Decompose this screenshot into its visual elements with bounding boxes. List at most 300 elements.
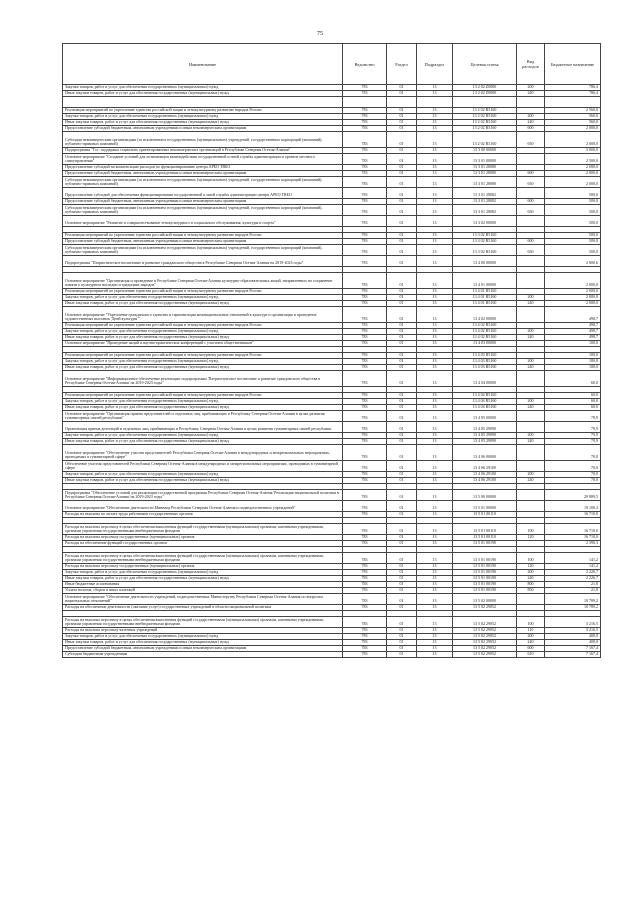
cell-e: 240: [517, 91, 545, 97]
cell-p: 13: [417, 535, 453, 541]
cell-t: 13 5 02 29052: [453, 617, 517, 628]
cell-n: Подпрограмма "Патриотическое воспитание и развитие гражданского общества в Республике Северная Осетия-Алания на 2019-2023 годы": [63, 256, 343, 267]
cell-m: 783: [343, 445, 387, 461]
cell-m: 783: [343, 132, 387, 148]
cell-t: 13 4 00 00000: [453, 256, 517, 267]
cell-m: 783: [343, 564, 387, 570]
cell-a: 2 000,0: [545, 273, 601, 289]
cell-p: 13: [417, 245, 453, 256]
cell-p: 13: [417, 461, 453, 472]
cell-a: 2 000,0: [545, 177, 601, 188]
cell-a: 500,0: [545, 216, 601, 227]
table-row: [63, 97, 601, 108]
cell-s: 01: [387, 628, 417, 634]
cell-n: Иные закупки товаров, работ и услуг для обеспечения государственных (муниципальных) нужд: [63, 439, 343, 445]
cell-t: 13 5 02 00000: [453, 594, 517, 605]
cell-s: 01: [387, 371, 417, 387]
cell-e: 120: [517, 564, 545, 570]
cell-e: [517, 188, 545, 199]
cell-t: 13 5 01 00110: [453, 535, 517, 541]
cell-p: 13: [417, 216, 453, 227]
cell-m: 783: [343, 461, 387, 472]
table-row: [63, 273, 601, 289]
cell-t: 13 5 02 29052: [453, 652, 517, 658]
cell-e: 600: [517, 199, 545, 205]
cell-m: 783: [343, 177, 387, 188]
cell-e: 200: [517, 433, 545, 439]
cell-e: 200: [517, 329, 545, 335]
cell-m: 783: [343, 205, 387, 216]
cell-a: 3 216,5: [545, 628, 601, 634]
cell-a: 500,0: [545, 188, 601, 199]
cell-a: 2 226,7: [545, 576, 601, 582]
cell-a: [545, 97, 601, 108]
cell-t: 13 3 01 28082: [453, 205, 517, 216]
cell-p: 13: [417, 359, 453, 365]
cell-m: 783: [343, 359, 387, 365]
cell-n: Иные закупки товаров, работ и услуг для обеспечения государственных (муниципальных) нужд: [63, 576, 343, 582]
cell-m: 783: [343, 120, 387, 126]
cell-s: 01: [387, 472, 417, 478]
cell-n: Предоставление субсидий для обеспечения функционирования государственной и иной службы администрации центра АРБО ТВБО: [63, 188, 343, 199]
cell-t: 13 5 01 00190: [453, 553, 517, 564]
cell-t: 13 4 02 R5160: [453, 323, 517, 329]
cell-m: 783: [343, 576, 387, 582]
table-row: [63, 411, 601, 422]
cell-p: 13: [417, 295, 453, 301]
cell-s: 01: [387, 411, 417, 422]
cell-s: 01: [387, 617, 417, 628]
cell-a: 141,2: [545, 564, 601, 570]
cell-m: 783: [343, 148, 387, 154]
cell-p: 13: [417, 114, 453, 120]
cell-m: 783: [343, 126, 387, 132]
cell-a: 498,7: [545, 323, 601, 329]
cell-t: 13 4 03 R5160: [453, 365, 517, 371]
cell-p: 13: [417, 501, 453, 512]
cell-a: 3 000,0: [545, 148, 601, 154]
cell-n: Субсидии некоммерческим организациям (за исключением государственных (муниципальных) учреждений, государственных корпораций (компаний), публично-правовых компаний): [63, 245, 343, 256]
cell-t: 13 5 02 29052: [453, 640, 517, 646]
cell-s: 01: [387, 393, 417, 399]
cell-a: 2 560,0: [545, 108, 601, 114]
cell-s: 01: [387, 329, 417, 335]
cell-e: [517, 154, 545, 165]
header-amount: Бюджетное назначение: [545, 44, 601, 85]
cell-a: 60,0: [545, 399, 601, 405]
cell-n: Основное мероприятие "Информационное обеспечение реализации подпрограммы 'Патриотическое воспитание и развитие гражданского общества в Республике Северная Осетия-Алания' на 2019-2023 годы": [63, 371, 343, 387]
cell-a: 7 167,4: [545, 652, 601, 658]
cell-a: 19 100,3: [545, 501, 601, 512]
cell-a: 498,7: [545, 335, 601, 341]
cell-a: 2 000,0: [545, 295, 601, 301]
cell-n: Реализация мероприятий по укреплению единства российской нации и этнокультурному развитию народов России: [63, 353, 343, 359]
cell-t: 13 2 02 Z0000: [453, 85, 517, 91]
cell-s: 01: [387, 359, 417, 365]
cell-m: 783: [343, 411, 387, 422]
cell-e: [517, 97, 545, 108]
cell-n: Закупка товаров, работ и услуг для обеспечения государственных (муниципальных) нужд: [63, 399, 343, 405]
cell-p: 13: [417, 524, 453, 535]
cell-s: 01: [387, 335, 417, 341]
cell-e: 240: [517, 405, 545, 411]
cell-a: 16 710,0: [545, 524, 601, 535]
cell-n: Иные закупки товаров, работ и услуг для обеспечения государственных (муниципальных) нужд: [63, 405, 343, 411]
cell-e: 630: [517, 205, 545, 216]
cell-n: Закупка товаров, работ и услуг для обеспечения государственных (муниципальных) нужд: [63, 329, 343, 335]
cell-t: 13 4 02 R5160: [453, 335, 517, 341]
table-row: [63, 524, 601, 535]
cell-m: 783: [343, 634, 387, 640]
cell-s: 01: [387, 399, 417, 405]
cell-p: 13: [417, 91, 453, 97]
cell-s: 01: [387, 301, 417, 307]
cell-m: 783: [343, 512, 387, 518]
table-row: [63, 188, 601, 199]
cell-m: 783: [343, 588, 387, 594]
cell-p: 13: [417, 177, 453, 188]
cell-s: 01: [387, 652, 417, 658]
cell-t: 13 2 02 R5160: [453, 126, 517, 132]
cell-e: 200: [517, 359, 545, 365]
cell-s: 01: [387, 216, 417, 227]
cell-n: Основное мероприятие "Обеспечение участия представителей Республики Северная Осетия-Алания в международных и межрегиональных мероприятиях, проводимых в гуманитарной сфере": [63, 445, 343, 461]
cell-e: [517, 273, 545, 289]
cell-n: Иные закупки товаров, работ и услуг для обеспечения государственных (муниципальных) нужд: [63, 301, 343, 307]
cell-a: 2 000,0: [545, 301, 601, 307]
cell-s: 01: [387, 85, 417, 91]
cell-t: 13 3 02 00000: [453, 216, 517, 227]
cell-n: Иные бюджетные ассигнования: [63, 582, 343, 588]
cell-n: Субсидии некоммерческим организациям (за исключением государственных (муниципальных) учреждений, государственных корпораций (компаний), публично-правовых компаний): [63, 205, 343, 216]
cell-p: 13: [417, 273, 453, 289]
cell-t: 13 4 05 29090: [453, 422, 517, 433]
cell-m: 783: [343, 371, 387, 387]
cell-e: [517, 501, 545, 512]
cell-m: 783: [343, 582, 387, 588]
cell-t: 13 3 01 28080: [453, 165, 517, 171]
table-row: [63, 490, 601, 501]
cell-t: 13 4 04 R5160: [453, 393, 517, 399]
cell-a: 100,0: [545, 353, 601, 359]
cell-n: Закупка товаров, работ и услуг для обеспечения государственных (муниципальных) нужд: [63, 114, 343, 120]
header-section: Раздел: [387, 44, 417, 85]
cell-n: Закупка товаров, работ и услуг для обеспечения государственных (муниципальных) нужд: [63, 634, 343, 640]
cell-m: 783: [343, 239, 387, 245]
cell-n: Основное мероприятие "Обеспечение деятельности Миннаца Республики Северная Осетия-Алания и подведомственных учреждений": [63, 501, 343, 512]
cell-t: 13 5 01 00190: [453, 588, 517, 594]
cell-m: 783: [343, 393, 387, 399]
cell-p: 13: [417, 411, 453, 422]
cell-s: 01: [387, 535, 417, 541]
cell-s: 01: [387, 256, 417, 267]
cell-t: 13 4 05 00000: [453, 411, 517, 422]
cell-a: 498,7: [545, 329, 601, 335]
cell-n: Основное мероприятие "Укрепление гражданского единства и гармонизация межнациональных отношений в культуре и организация и проведение художественных выставок 'Дней культуры'": [63, 307, 343, 323]
cell-a: 500,0: [545, 205, 601, 216]
cell-m: 783: [343, 570, 387, 576]
cell-p: 13: [417, 594, 453, 605]
cell-a: 500,0: [545, 239, 601, 245]
cell-n: Организация приема делегаций и отдельных лиц, прибывающих в Республику Северная Осетия-Алания в целях развития гуманитарных связей республики: [63, 422, 343, 433]
cell-a: 29 889,5: [545, 490, 601, 501]
cell-e: [517, 307, 545, 323]
cell-s: 01: [387, 323, 417, 329]
cell-m: 783: [343, 640, 387, 646]
cell-n: Основное мероприятие "Обеспечение деятельности учреждений, подведомственных Министерству Республики Северная Осетия-Алания по вопросам национальных отношений": [63, 594, 343, 605]
cell-e: [517, 371, 545, 387]
cell-m: 783: [343, 365, 387, 371]
cell-s: 01: [387, 353, 417, 359]
cell-e: [517, 422, 545, 433]
cell-t: 13 3 01 28080: [453, 171, 517, 177]
cell-p: 13: [417, 329, 453, 335]
cell-a: 21,8: [545, 588, 601, 594]
cell-m: 783: [343, 478, 387, 484]
cell-p: 13: [417, 652, 453, 658]
cell-s: 01: [387, 177, 417, 188]
cell-n: Расходы на выплаты персоналу государственных (муниципальных) органов: [63, 564, 343, 570]
cell-n: Расходы на выплаты персоналу в целях обеспечения выполнения функций государственными (муниципальными) органами, казенными учреждениями, органами управления государственными внебюджетными фондами: [63, 524, 343, 535]
cell-s: 01: [387, 120, 417, 126]
cell-t: 13 3 02 R5160: [453, 239, 517, 245]
table-row: [63, 256, 601, 267]
cell-s: 01: [387, 171, 417, 177]
cell-s: 01: [387, 646, 417, 652]
cell-e: 630: [517, 245, 545, 256]
cell-a: 2 226,7: [545, 570, 601, 576]
table-row: [63, 594, 601, 605]
cell-n: Предоставление субсидий на компенсацию расходов по функционированию центра АРБО ТВБО: [63, 165, 343, 171]
cell-m: 783: [343, 422, 387, 433]
cell-a: 7 167,4: [545, 646, 601, 652]
cell-a: 70,0: [545, 461, 601, 472]
cell-a: 60,0: [545, 371, 601, 387]
cell-a: 2 000,0: [545, 132, 601, 148]
cell-p: 13: [417, 120, 453, 126]
cell-t: 13 4 03 R5160: [453, 359, 517, 365]
cell-a: 70,0: [545, 445, 601, 461]
cell-m: 783: [343, 439, 387, 445]
cell-s: 01: [387, 524, 417, 535]
cell-t: 13 4 03 R5160: [453, 353, 517, 359]
cell-t: 13 4 06 00000: [453, 445, 517, 461]
cell-s: 01: [387, 640, 417, 646]
cell-m: [343, 97, 387, 108]
table-row: [63, 205, 601, 216]
cell-m: 783: [343, 108, 387, 114]
cell-p: 13: [417, 126, 453, 132]
cell-a: 2 390,3: [545, 541, 601, 547]
cell-e: [517, 490, 545, 501]
cell-a: 141,2: [545, 553, 601, 564]
cell-p: 13: [417, 576, 453, 582]
cell-m: 783: [343, 535, 387, 541]
cell-p: 13: [417, 323, 453, 329]
cell-e: 600: [517, 646, 545, 652]
cell-p: 13: [417, 605, 453, 611]
cell-e: 240: [517, 439, 545, 445]
cell-n: Основное мероприятие "Организация и проведение в Республике Северная Осетия-Алания культурно-образовательных акций, направленных на сохранение памяти о культурном наследии и традициях народов": [63, 273, 343, 289]
cell-m: 783: [343, 154, 387, 165]
header-exptype: Вид расходов: [517, 44, 545, 85]
cell-p: 13: [417, 490, 453, 501]
cell-t: 13 4 06 29100: [453, 472, 517, 478]
cell-e: 240: [517, 478, 545, 484]
cell-p: [417, 97, 453, 108]
cell-e: 200: [517, 85, 545, 91]
cell-s: 01: [387, 405, 417, 411]
cell-p: 13: [417, 399, 453, 405]
cell-n: Предоставление субсидий бюджетным, автономным учреждениям и иным некоммерческим организациям: [63, 171, 343, 177]
table-row: [63, 501, 601, 512]
cell-n: Реализация мероприятий по укреплению единства российской нации и этнокультурному развитию народов России: [63, 233, 343, 239]
cell-t: 13 5 02 29052: [453, 628, 517, 634]
cell-s: 01: [387, 239, 417, 245]
cell-s: 01: [387, 289, 417, 295]
budget-table: [62, 43, 601, 658]
cell-s: 01: [387, 295, 417, 301]
cell-t: 13 3 01 00000: [453, 154, 517, 165]
cell-n: Закупка товаров, работ и услуг для обеспечения государственных (муниципальных) нужд: [63, 570, 343, 576]
cell-p: 13: [417, 85, 453, 91]
cell-m: 783: [343, 617, 387, 628]
cell-m: 783: [343, 501, 387, 512]
cell-s: 01: [387, 461, 417, 472]
table-row: [63, 245, 601, 256]
cell-m: 783: [343, 233, 387, 239]
cell-m: 783: [343, 405, 387, 411]
cell-t: 13 4 01 R5160: [453, 295, 517, 301]
cell-s: 01: [387, 422, 417, 433]
cell-a: 2 000,0: [545, 289, 601, 295]
cell-m: 783: [343, 524, 387, 535]
cell-p: 13: [417, 582, 453, 588]
cell-a: 2 000,0: [545, 165, 601, 171]
header-name: Наименование: [63, 44, 343, 85]
cell-a: 500,0: [545, 245, 601, 256]
cell-s: 01: [387, 588, 417, 594]
cell-p: 13: [417, 165, 453, 171]
cell-n: Расходы на выплаты персоналу в целях обеспечения выполнения функций государственными (муниципальными) органами, казенными учреждениями, органами управления государственными внебюджетными фондами: [63, 617, 343, 628]
cell-e: 240: [517, 365, 545, 371]
cell-s: [387, 97, 417, 108]
cell-t: 13 2 02 R5160: [453, 108, 517, 114]
cell-a: 10 789,2: [545, 594, 601, 605]
cell-m: 783: [343, 353, 387, 359]
cell-a: 16 710,0: [545, 512, 601, 518]
cell-e: 200: [517, 634, 545, 640]
cell-p: 13: [417, 365, 453, 371]
cell-p: 13: [417, 628, 453, 634]
cell-a: 100,0: [545, 341, 601, 347]
cell-s: 01: [387, 570, 417, 576]
cell-p: 13: [417, 132, 453, 148]
cell-t: 13 2 02 Z0000: [453, 91, 517, 97]
cell-e: [517, 594, 545, 605]
cell-p: 13: [417, 205, 453, 216]
cell-n: Реализация мероприятий по укреплению единства российской нации и этнокультурному развитию народов России: [63, 108, 343, 114]
cell-t: 13 4 04 00000: [453, 371, 517, 387]
cell-t: 13 3 02 R5160: [453, 233, 517, 239]
cell-m: 783: [343, 646, 387, 652]
cell-s: 01: [387, 165, 417, 171]
cell-m: 783: [343, 295, 387, 301]
cell-e: 200: [517, 570, 545, 576]
cell-a: 70,0: [545, 472, 601, 478]
cell-m: 783: [343, 323, 387, 329]
cell-s: 01: [387, 199, 417, 205]
cell-n: Субсидии бюджетным учреждениям: [63, 652, 343, 658]
cell-t: 13 4 06 29100: [453, 461, 517, 472]
cell-m: 783: [343, 341, 387, 347]
cell-n: Основное мероприятие "Проведение акций и научно-практических конференций с участием общественников": [63, 341, 343, 347]
cell-a: 100,0: [545, 359, 601, 365]
cell-p: 13: [417, 108, 453, 114]
cell-n: Иные закупки товаров, работ и услуг для обеспечения государственных (муниципальных) нужд: [63, 640, 343, 646]
cell-p: 13: [417, 512, 453, 518]
cell-n: Закупка товаров, работ и услуг для обеспечения государственных (муниципальных) нужд: [63, 472, 343, 478]
cell-p: 13: [417, 570, 453, 576]
cell-m: 783: [343, 216, 387, 227]
cell-n: Предоставление субсидий бюджетным, автономным учреждениям и иным некоммерческим организациям: [63, 199, 343, 205]
cell-n: Расходы на выплаты по оплате труда работников государственных органов: [63, 512, 343, 518]
cell-p: 13: [417, 422, 453, 433]
cell-n: Предоставление субсидий бюджетным, автономным учреждениям и иным некоммерческим организациям: [63, 126, 343, 132]
cell-s: 01: [387, 365, 417, 371]
cell-a: 560,0: [545, 114, 601, 120]
cell-a: 70,0: [545, 478, 601, 484]
cell-p: 13: [417, 541, 453, 547]
cell-n: Реализация мероприятий по укреплению единства российской нации и этнокультурному развитию народов России: [63, 289, 343, 295]
cell-e: 850: [517, 588, 545, 594]
cell-m: 783: [343, 605, 387, 611]
cell-s: 01: [387, 245, 417, 256]
cell-n: Субсидии некоммерческим организациям (за исключением государственных (муниципальных) учреждений, государственных корпораций (компаний), публично-правовых компаний): [63, 177, 343, 188]
cell-p: 13: [417, 439, 453, 445]
cell-m: 783: [343, 289, 387, 295]
cell-t: 13 3 00 00000: [453, 148, 517, 154]
cell-e: 100: [517, 617, 545, 628]
cell-n: Иные закупки товаров, работ и услуг для обеспечения государственных (муниципальных) нужд: [63, 335, 343, 341]
cell-a: 2 800,6: [545, 256, 601, 267]
cell-e: [517, 445, 545, 461]
cell-e: 600: [517, 171, 545, 177]
cell-s: 01: [387, 634, 417, 640]
cell-t: 13 4 02 R5160: [453, 329, 517, 335]
cell-n: Реализация мероприятий по укреплению единства российской нации и этнокультурному развитию народов России: [63, 323, 343, 329]
cell-e: 630: [517, 132, 545, 148]
cell-a: 100,0: [545, 365, 601, 371]
cell-n: Уплата налогов, сборов и иных платежей: [63, 588, 343, 594]
cell-p: 13: [417, 433, 453, 439]
cell-m: 783: [343, 245, 387, 256]
cell-s: 01: [387, 114, 417, 120]
cell-n: Расходы на обеспечение деятельности (оказание услуг) государственных учреждений в области национальной политики: [63, 605, 343, 611]
cell-p: 13: [417, 148, 453, 154]
cell-p: 13: [417, 472, 453, 478]
cell-m: 783: [343, 553, 387, 564]
page-number: 75: [317, 31, 323, 37]
cell-a: 10 789,2: [545, 605, 601, 611]
table-row: [63, 422, 601, 433]
cell-p: 13: [417, 588, 453, 594]
cell-t: 13 5 01 00190: [453, 576, 517, 582]
cell-p: 13: [417, 307, 453, 323]
cell-m: 783: [343, 433, 387, 439]
cell-e: 100: [517, 553, 545, 564]
cell-n: Реализация мероприятий по укреплению единства российской нации и этнокультурному развитию народов России: [63, 393, 343, 399]
